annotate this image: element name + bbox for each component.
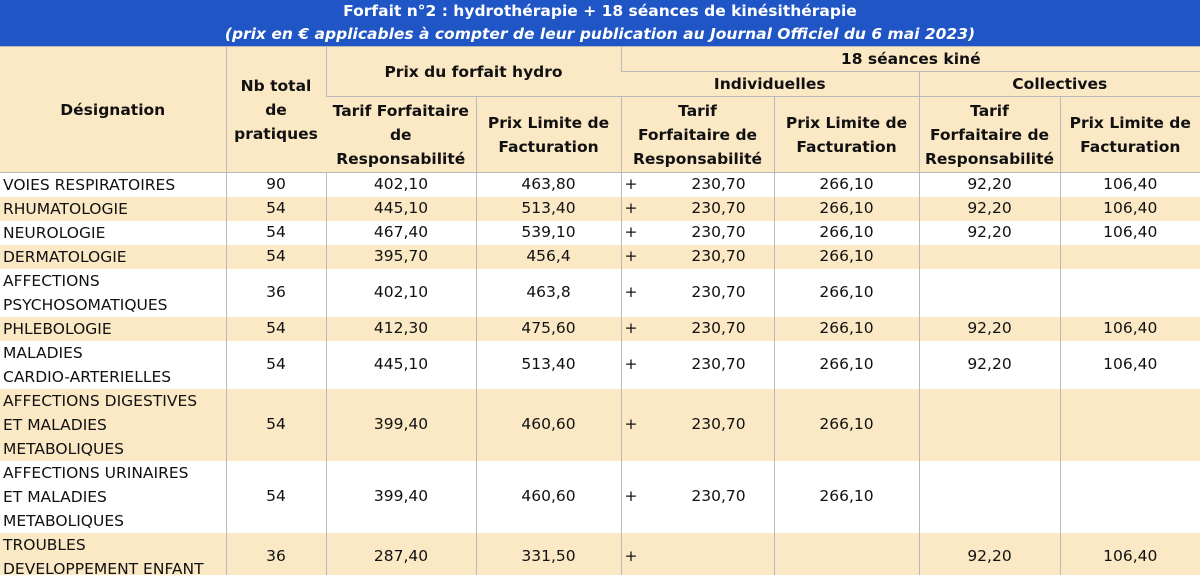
header-prix-forfait-hydro: Prix du forfait hydro bbox=[326, 47, 621, 97]
plus-sign: + bbox=[624, 319, 638, 338]
plus-sign: + bbox=[624, 223, 638, 242]
designation-cell: VOIES RESPIRATOIRES bbox=[0, 173, 226, 198]
designation-cell: NEUROLOGIE bbox=[0, 221, 226, 245]
ind-tarif-value: 230,70 bbox=[691, 415, 746, 434]
header-col-prix-limite: Prix Limite de Facturation bbox=[1060, 97, 1200, 173]
hydro-prix-limite-cell: 475,60 bbox=[476, 317, 621, 341]
nb-total-cell: 54 bbox=[226, 197, 326, 221]
hydro-tarif-cell: 412,30 bbox=[326, 317, 476, 341]
ind-tarif-cell bbox=[621, 269, 774, 317]
hydro-prix-limite-cell: 331,50 bbox=[476, 533, 621, 575]
plus-sign: + bbox=[624, 355, 638, 374]
table-row bbox=[0, 173, 1200, 198]
ind-prix-limite-cell: 266,10 bbox=[774, 245, 919, 269]
designation-cell: RHUMATOLOGIE bbox=[0, 197, 226, 221]
nb-total-cell: 54 bbox=[226, 341, 326, 389]
col-tarif-cell: 92,20 bbox=[919, 317, 1060, 341]
ind-tarif-cell bbox=[621, 461, 774, 533]
ind-tarif-value: 230,70 bbox=[691, 175, 746, 194]
col-tarif-cell: 92,20 bbox=[919, 221, 1060, 245]
ind-tarif-cell bbox=[621, 341, 774, 389]
table-row bbox=[0, 389, 1200, 461]
ind-prix-limite-cell: 266,10 bbox=[774, 461, 919, 533]
header-nb-total: Nb total de pratiques bbox=[226, 47, 326, 173]
header-individuelles: Individuelles bbox=[621, 72, 919, 97]
header-ind-tarif: Tarif Forfaitaire de Responsabilité bbox=[621, 97, 774, 173]
hydro-prix-limite-cell: 456,4 bbox=[476, 245, 621, 269]
tariff-table bbox=[0, 46, 1200, 575]
designation-cell: PHLEBOLOGIE bbox=[0, 317, 226, 341]
designation-cell: AFFECTIONS PSYCHOSOMATIQUES bbox=[0, 269, 226, 317]
table-title: Forfait n°2 : hydrothérapie + 18 séances de kinésithérapie bbox=[343, 2, 857, 20]
plus-sign: + bbox=[624, 547, 638, 566]
hydro-tarif-cell: 399,40 bbox=[326, 389, 476, 461]
ind-tarif-value: 230,70 bbox=[691, 319, 746, 338]
ind-tarif-value: 230,70 bbox=[691, 247, 746, 266]
plus-sign: + bbox=[624, 415, 638, 434]
plus-sign: + bbox=[624, 283, 638, 302]
designation-cell: MALADIES CARDIO-ARTERIELLES bbox=[0, 341, 226, 389]
hydro-tarif-cell: 399,40 bbox=[326, 461, 476, 533]
ind-prix-limite-cell: 266,10 bbox=[774, 221, 919, 245]
hydro-prix-limite-cell: 460,60 bbox=[476, 389, 621, 461]
table-row bbox=[0, 245, 1200, 269]
col-prix-limite-cell bbox=[1060, 269, 1200, 317]
ind-tarif-value: 230,70 bbox=[691, 223, 746, 242]
table-row bbox=[0, 461, 1200, 533]
hydro-tarif-cell: 445,10 bbox=[326, 197, 476, 221]
header-designation: Désignation bbox=[0, 47, 226, 173]
col-prix-limite-cell bbox=[1060, 461, 1200, 533]
ind-tarif-cell bbox=[621, 197, 774, 221]
nb-total-cell: 36 bbox=[226, 533, 326, 575]
hydro-prix-limite-cell: 463,80 bbox=[476, 173, 621, 198]
header-seances-kine: 18 séances kiné bbox=[621, 47, 1200, 72]
table-row bbox=[0, 341, 1200, 389]
hydro-tarif-cell: 445,10 bbox=[326, 341, 476, 389]
header-ind-prix-limite: Prix Limite de Facturation bbox=[774, 97, 919, 173]
hydro-prix-limite-cell: 460,60 bbox=[476, 461, 621, 533]
table-row bbox=[0, 317, 1200, 341]
ind-prix-limite-cell: 266,10 bbox=[774, 173, 919, 198]
ind-tarif-cell bbox=[621, 245, 774, 269]
col-prix-limite-cell: 106,40 bbox=[1060, 221, 1200, 245]
table-title-bar bbox=[0, 0, 1200, 46]
ind-tarif-cell bbox=[621, 389, 774, 461]
col-tarif-cell: 92,20 bbox=[919, 533, 1060, 575]
plus-sign: + bbox=[624, 247, 638, 266]
col-prix-limite-cell: 106,40 bbox=[1060, 173, 1200, 198]
designation-cell: AFFECTIONS URINAIRES ET MALADIES METABOLIQUES bbox=[0, 461, 226, 533]
header-hydro-prix-limite: Prix Limite de Facturation bbox=[476, 97, 621, 173]
header-col-tarif: Tarif Forfaitaire de Responsabilité bbox=[919, 97, 1060, 173]
designation-cell: AFFECTIONS DIGESTIVES ET MALADIES METABOLIQUES bbox=[0, 389, 226, 461]
plus-sign: + bbox=[624, 199, 638, 218]
ind-tarif-cell bbox=[621, 317, 774, 341]
ind-tarif-cell bbox=[621, 173, 774, 198]
ind-tarif-value: 230,70 bbox=[691, 487, 746, 506]
nb-total-cell: 54 bbox=[226, 245, 326, 269]
hydro-tarif-cell: 287,40 bbox=[326, 533, 476, 575]
hydro-prix-limite-cell: 513,40 bbox=[476, 197, 621, 221]
col-tarif-cell bbox=[919, 461, 1060, 533]
col-prix-limite-cell: 106,40 bbox=[1060, 197, 1200, 221]
hydro-tarif-cell: 402,10 bbox=[326, 269, 476, 317]
ind-prix-limite-cell: 266,10 bbox=[774, 389, 919, 461]
table-row bbox=[0, 269, 1200, 317]
ind-tarif-value: 230,70 bbox=[691, 355, 746, 374]
table-body bbox=[0, 173, 1200, 575]
hydro-prix-limite-cell: 463,8 bbox=[476, 269, 621, 317]
table-header bbox=[0, 47, 1200, 173]
nb-total-cell: 36 bbox=[226, 269, 326, 317]
col-prix-limite-cell: 106,40 bbox=[1060, 341, 1200, 389]
table-subtitle: (prix en € applicables à compter de leur publication au Journal Officiel du 6 mai 2023) bbox=[224, 25, 976, 43]
ind-tarif-cell bbox=[621, 221, 774, 245]
designation-cell: TROUBLES DEVELOPPEMENT ENFANT bbox=[0, 533, 226, 575]
nb-total-cell: 54 bbox=[226, 461, 326, 533]
col-prix-limite-cell: 106,40 bbox=[1060, 533, 1200, 575]
ind-prix-limite-cell: 266,10 bbox=[774, 197, 919, 221]
table-row bbox=[0, 533, 1200, 575]
col-prix-limite-cell: 106,40 bbox=[1060, 317, 1200, 341]
hydro-tarif-cell: 395,70 bbox=[326, 245, 476, 269]
table-row bbox=[0, 197, 1200, 221]
col-tarif-cell bbox=[919, 245, 1060, 269]
ind-tarif-value: 230,70 bbox=[691, 199, 746, 218]
col-tarif-cell: 92,20 bbox=[919, 173, 1060, 198]
col-tarif-cell: 92,20 bbox=[919, 197, 1060, 221]
hydro-prix-limite-cell: 513,40 bbox=[476, 341, 621, 389]
table-row bbox=[0, 221, 1200, 245]
hydro-tarif-cell: 467,40 bbox=[326, 221, 476, 245]
hydro-tarif-cell: 402,10 bbox=[326, 173, 476, 198]
plus-sign: + bbox=[624, 175, 638, 194]
designation-cell: DERMATOLOGIE bbox=[0, 245, 226, 269]
col-prix-limite-cell bbox=[1060, 389, 1200, 461]
ind-prix-limite-cell: 266,10 bbox=[774, 341, 919, 389]
ind-tarif-value: 230,70 bbox=[691, 283, 746, 302]
col-tarif-cell bbox=[919, 269, 1060, 317]
ind-prix-limite-cell: 266,10 bbox=[774, 317, 919, 341]
header-hydro-tarif: Tarif Forfaitaire de Responsabilité bbox=[326, 97, 476, 173]
nb-total-cell: 90 bbox=[226, 173, 326, 198]
ind-tarif-cell bbox=[621, 533, 774, 575]
nb-total-cell: 54 bbox=[226, 317, 326, 341]
ind-prix-limite-cell bbox=[774, 533, 919, 575]
ind-prix-limite-cell: 266,10 bbox=[774, 269, 919, 317]
col-tarif-cell bbox=[919, 389, 1060, 461]
plus-sign: + bbox=[624, 487, 638, 506]
col-prix-limite-cell bbox=[1060, 245, 1200, 269]
nb-total-cell: 54 bbox=[226, 389, 326, 461]
hydro-prix-limite-cell: 539,10 bbox=[476, 221, 621, 245]
col-tarif-cell: 92,20 bbox=[919, 341, 1060, 389]
header-collectives: Collectives bbox=[919, 72, 1200, 97]
nb-total-cell: 54 bbox=[226, 221, 326, 245]
